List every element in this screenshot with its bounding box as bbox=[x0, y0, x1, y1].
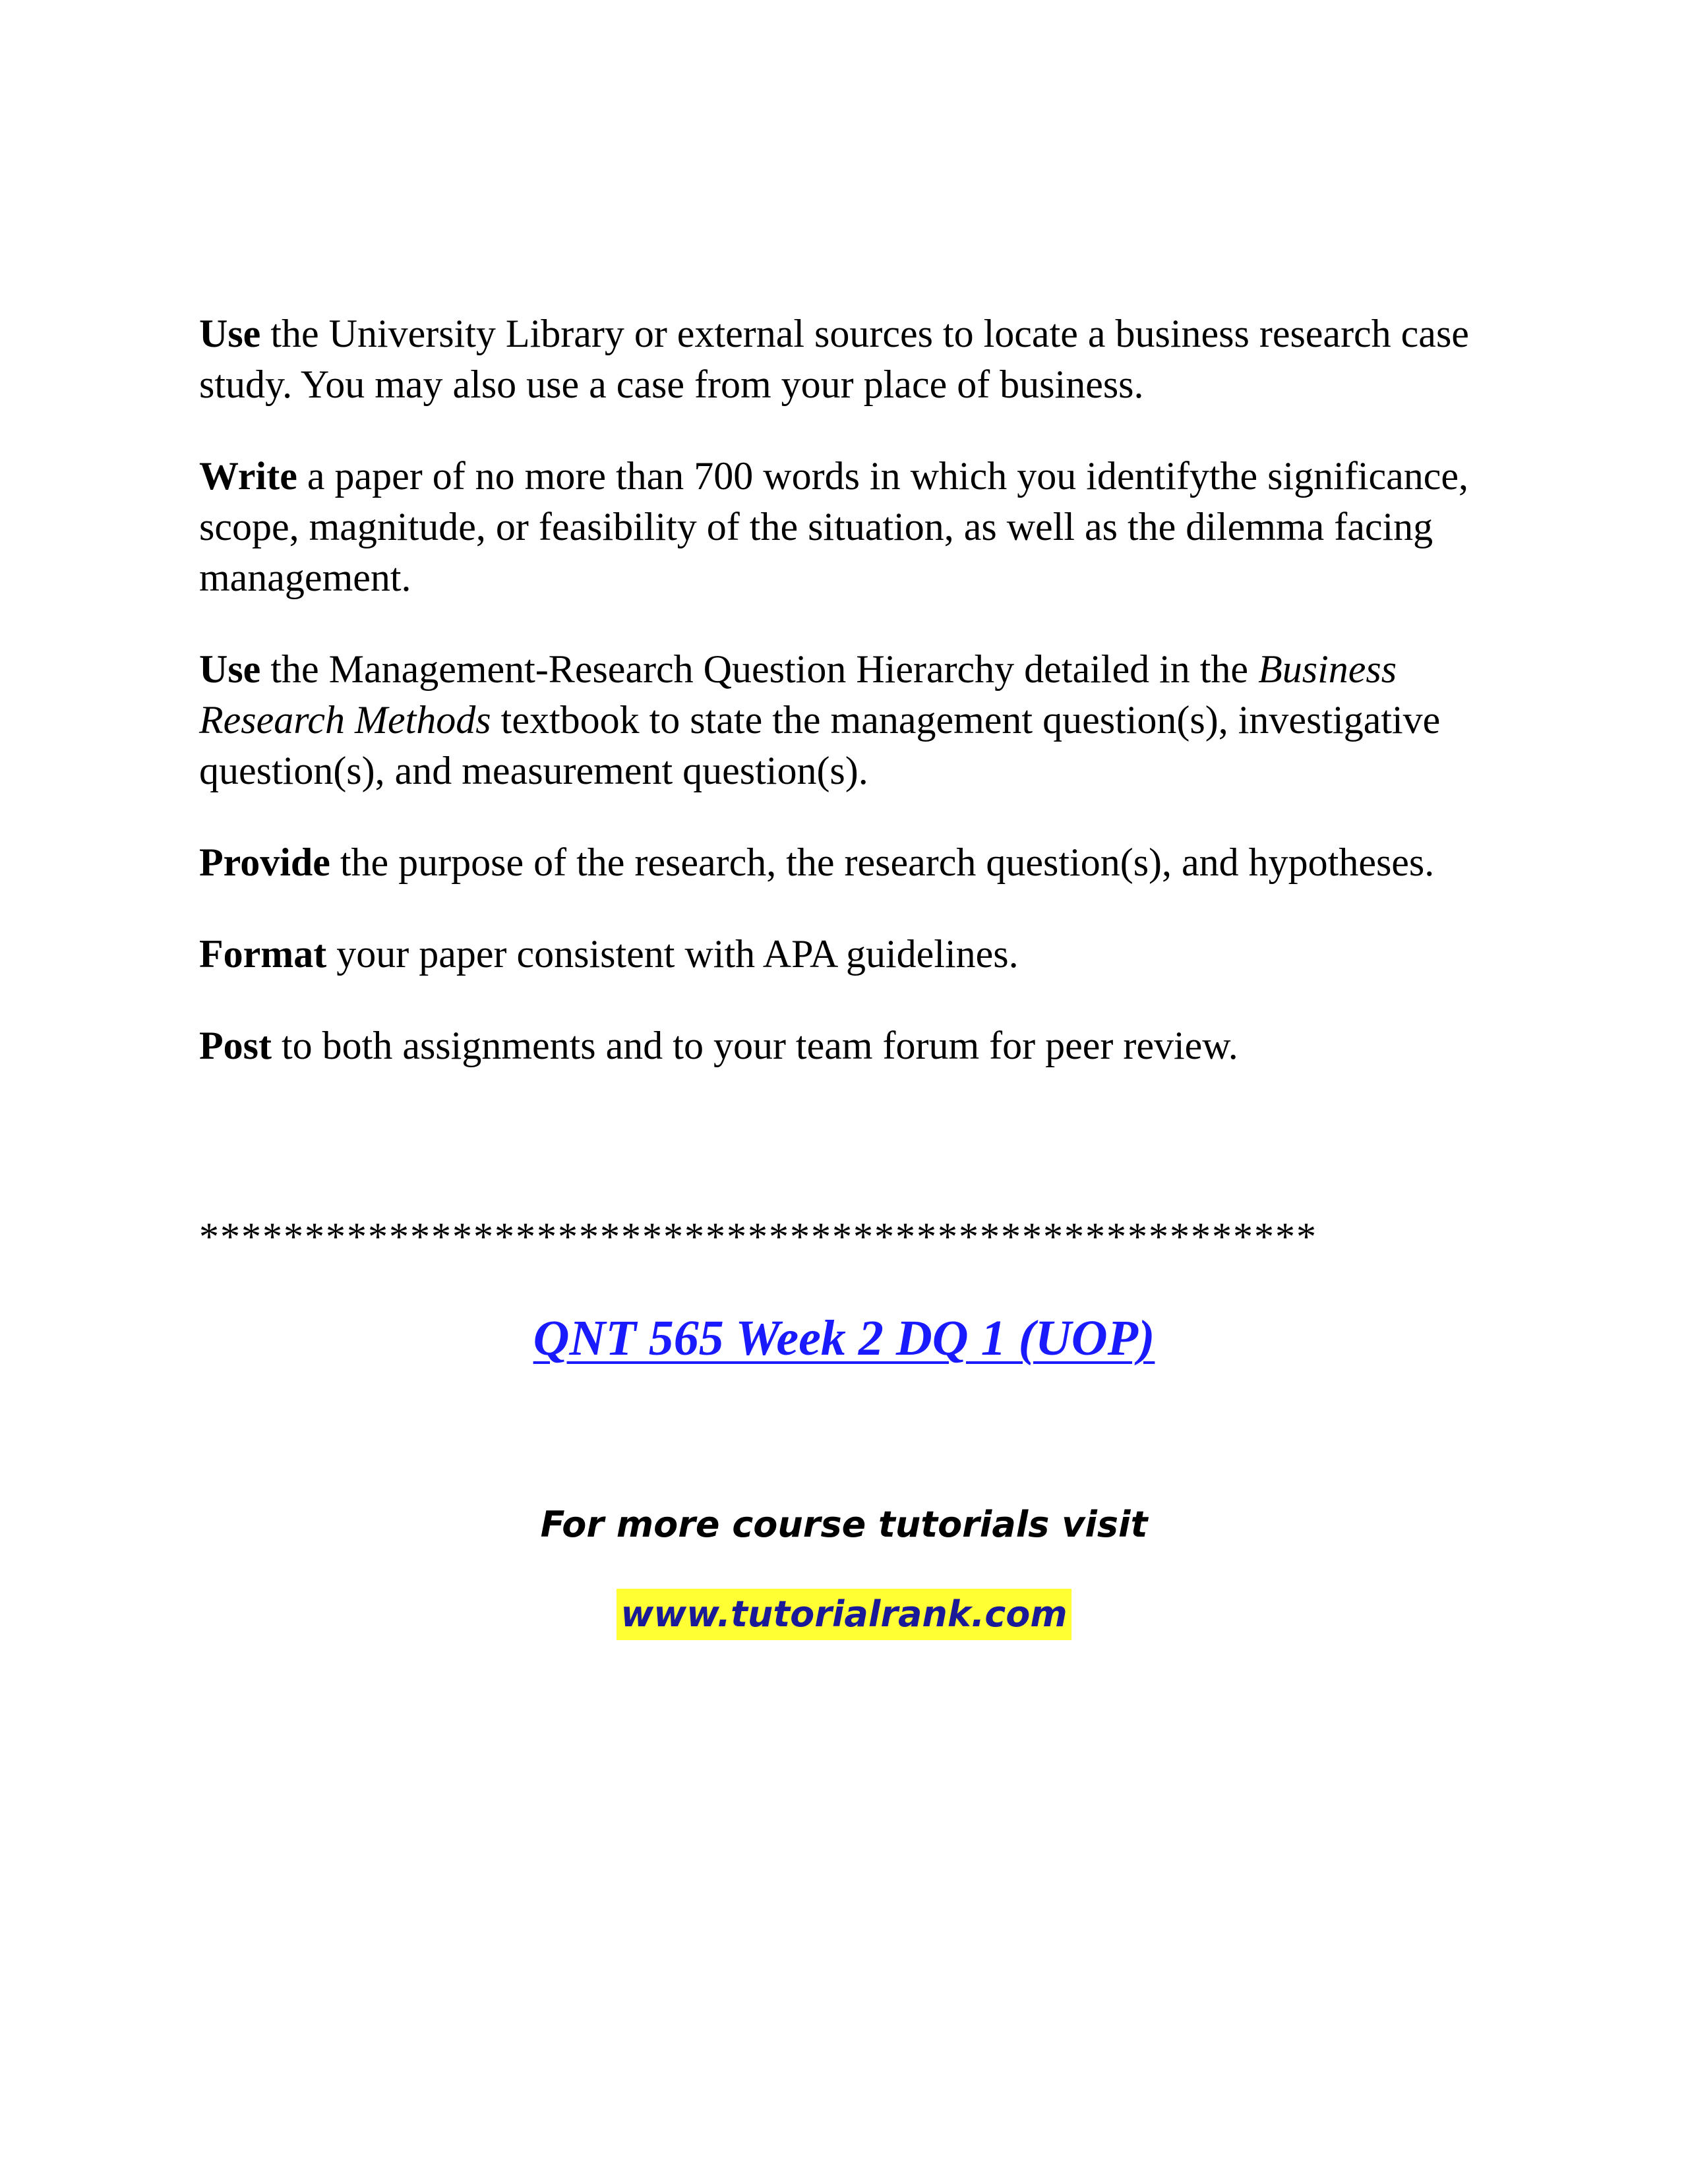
instruction-verb: Use bbox=[199, 312, 261, 355]
instructions-section bbox=[199, 309, 1518, 1071]
instruction-text: the Management-Research Question Hierarchy detailed in the bbox=[260, 647, 1259, 691]
promo-text: For more course tutorials visit bbox=[540, 1504, 1148, 1545]
instruction-verb: Provide bbox=[199, 841, 330, 884]
instruction-text: textbook to state the management question(s), investigative question(s), and measurement question(s). bbox=[199, 698, 1441, 792]
separator-line: ***************************************************** bbox=[199, 1215, 1317, 1258]
instruction-verb: Format bbox=[199, 932, 327, 976]
website-container bbox=[0, 1589, 1688, 1640]
instruction-verb: Use bbox=[199, 647, 261, 691]
instruction-paragraph-provide bbox=[199, 837, 1518, 888]
instruction-text: your paper consistent with APA guidelines. bbox=[326, 932, 1019, 976]
instruction-text: the University Library or external sources to locate a business research case study. You may also use a case from your place of business. bbox=[199, 312, 1469, 406]
instruction-text: a paper of no more than 700 words in which you identifythe significance, scope, magnitude, or feasibility of the situation, as well as the dilemma facing management. bbox=[199, 454, 1469, 599]
instruction-verb: Write bbox=[199, 454, 297, 498]
instruction-paragraph-use-library bbox=[199, 309, 1518, 410]
course-title-link[interactable]: QNT 565 Week 2 DQ 1 (UOP) bbox=[533, 1311, 1155, 1366]
instruction-paragraph-use-hierarchy bbox=[199, 644, 1518, 796]
website-link[interactable]: www.tutorialrank.com bbox=[617, 1589, 1071, 1640]
instruction-paragraph-post bbox=[199, 1020, 1518, 1071]
instruction-paragraph-write bbox=[199, 451, 1518, 603]
instruction-text: the purpose of the research, the research question(s), and hypotheses. bbox=[330, 841, 1435, 884]
textbook-title: Business Research Methods bbox=[199, 647, 1397, 742]
instruction-verb: Post bbox=[199, 1024, 272, 1067]
instruction-paragraph-format bbox=[199, 929, 1518, 980]
instruction-text: to both assignments and to your team forum for peer review. bbox=[271, 1024, 1238, 1067]
